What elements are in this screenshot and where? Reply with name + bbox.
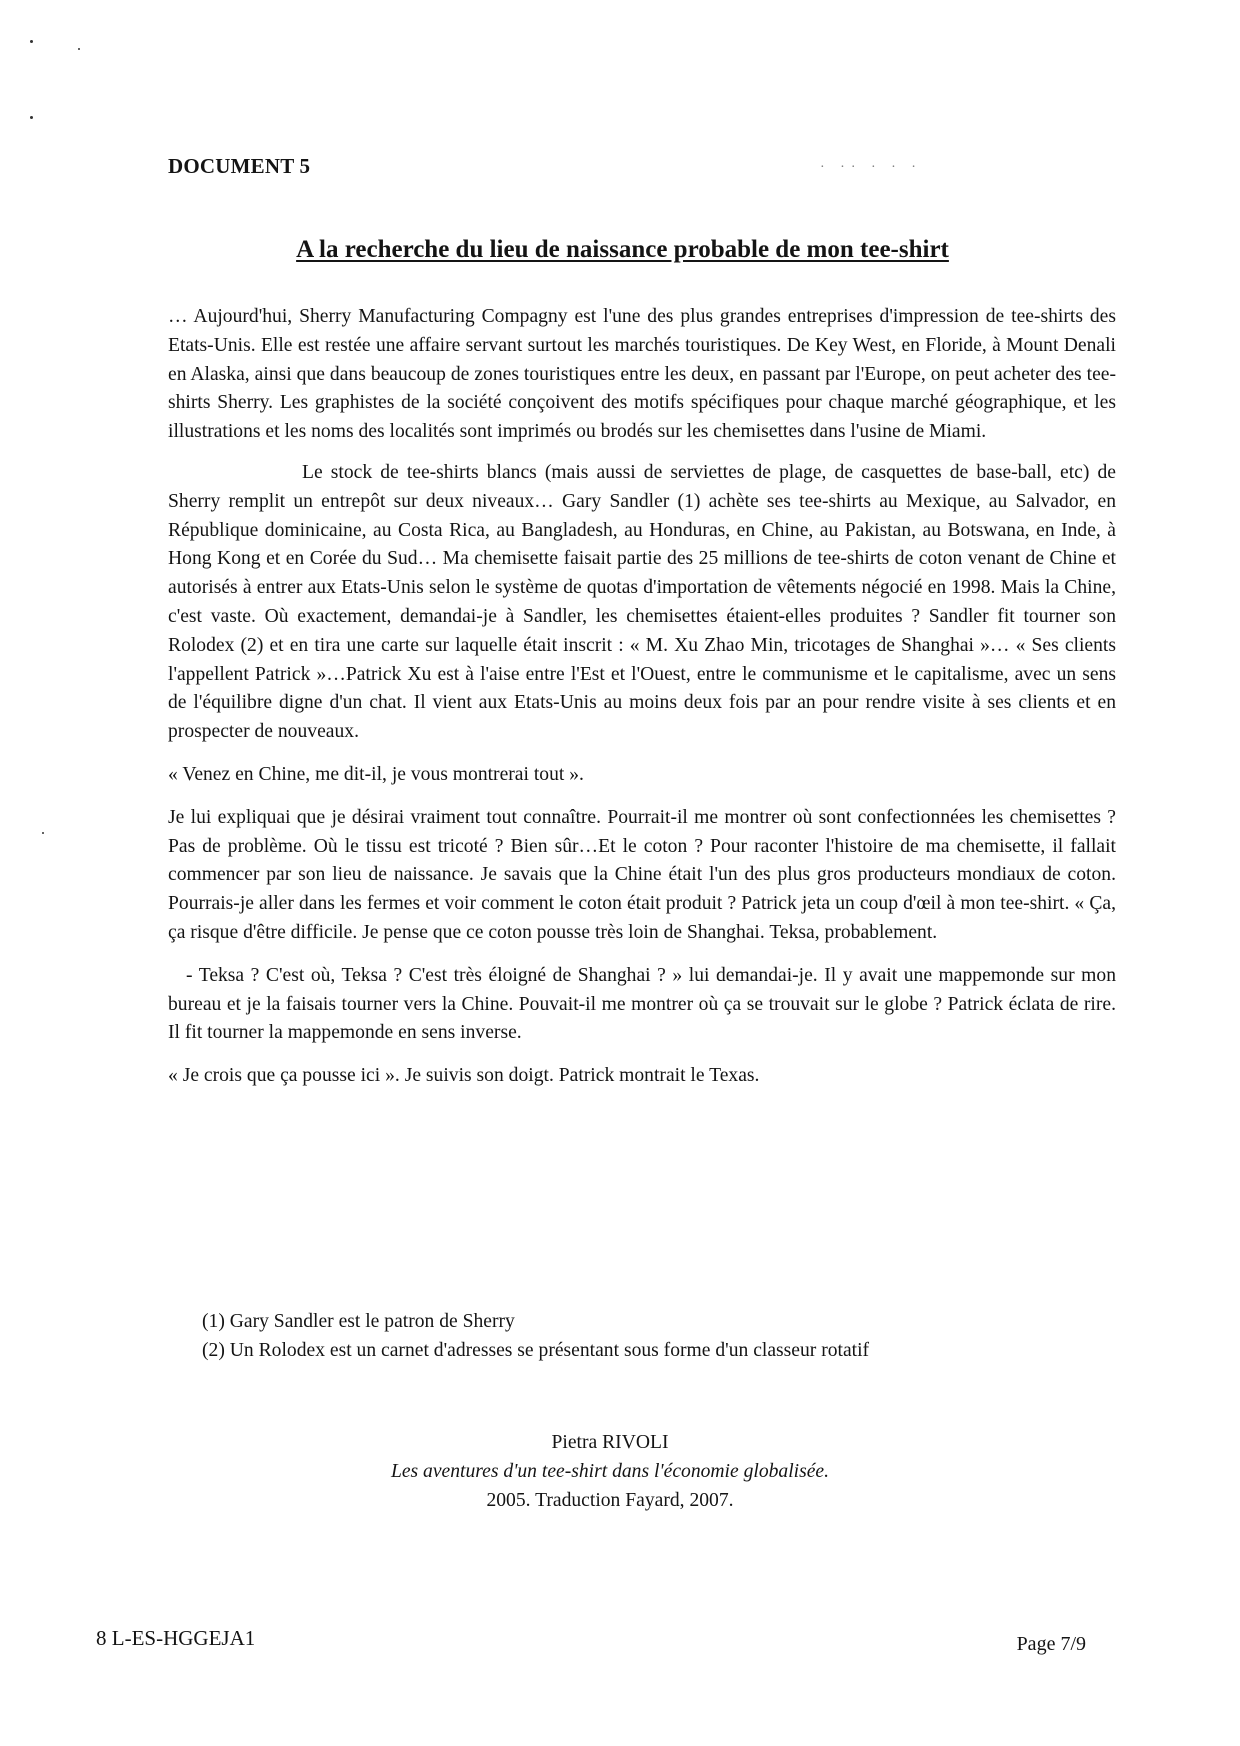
document-body	[168, 303, 1116, 1091]
source-credit	[300, 1428, 920, 1515]
document-title: A la recherche du lieu de naissance probable de mon tee-shirt	[296, 236, 949, 263]
paragraph-5: - Teksa ? C'est où, Teksa ? C'est très éloigné de Shanghai ? » lui demandai-je. Il y avait une mappemonde sur mon bureau et je la faisais tourner vers la Chine. Pouvait-il me montrer où ça se trouvait sur le globe ? Patrick éclata de rire. Il fit tourner la mappemonde en sens inverse.	[168, 964, 1116, 1044]
paragraph-1: … Aujourd'hui, Sherry Manufacturing Compagny est l'une des plus grandes entreprises d'impression de tee-shirts des Etats-Unis. Elle est restée une affaire servant surtout les marchés touristiques. De Key West, en Floride, à Mount Denali en Alaska, ainsi que dans beaucoup de zones touristiques entre les deux, en passant par l'Europe, on peut acheter des tee-shirts Sherry. Les graphistes de la société conçoivent des motifs spécifiques pour chaque marché géographique, et les illustrations et les noms des localités sont imprimés ou brodés sur les chemisettes dans l'usine de Miami.	[168, 306, 1116, 443]
footer-page-number: Page 7/9	[1016, 1633, 1086, 1655]
document-label: DOCUMENT 5	[168, 154, 311, 178]
scan-speck	[30, 116, 33, 119]
scan-speck	[42, 832, 44, 834]
paragraph-3: « Venez en Chine, me dit-il, je vous montrerai tout ».	[168, 763, 584, 785]
credit-edition: 2005. Traduction Fayard, 2007.	[486, 1490, 734, 1511]
credit-author: Pietra RIVOLI	[551, 1432, 669, 1453]
footnote-1: (1) Gary Sandler est le patron de Sherry	[202, 1311, 515, 1332]
paragraph-2: Le stock de tee-shirts blancs (mais aussi de serviettes de plage, de casquettes de base-ball, etc) de Sherry remplit un entrepôt sur deux niveaux… Gary Sandler (1) achète ses tee-shirts au Mexique, au Salvador, en République dominicaine, au Costa Rica, au Bangladesh, au Honduras, en Chine, au Pakistan, au Botswana, en Inde, à Hong Kong et en Corée du Sud… Ma chemisette faisait partie des 25 millions de tee-shirts de coton venant de Chine et autorisés à entrer aux Etats-Unis selon le système de quotas d'importation de vêtements négocié en 1998. Mais la Chine, c'est vaste. Où exactement, demandai-je à Sandler, les chemisettes étaient-elles produites ? Sandler fit tourner son Rolodex (2) et en tira une carte sur laquelle était inscrit : « M. Xu Zhao Min, tricotages de Shanghai »… « Ses clients l'appellent Patrick »…Patrick Xu est à l'aise entre l'Est et l'Ouest, entre le communisme et le capitalisme, avec un sens de l'équilibre digne d'un chat. Il vient aux Etats-Unis au moins deux fois par an pour rendre visite à ses clients et en prospecter de nouveaux.	[168, 461, 1116, 743]
footnotes	[202, 1307, 1102, 1365]
footnote-2: (2) Un Rolodex est un carnet d'adresses se présentant sous forme d'un classeur rotatif	[202, 1340, 870, 1361]
credit-book: Les aventures d'un tee-shirt dans l'économie globalisée.	[390, 1461, 830, 1482]
paragraph-4: Je lui expliquai que je désirai vraiment tout connaître. Pourrait-il me montrer où sont confectionnées les chemisettes ? Pas de problème. Où le tissu est tricoté ? Bien sûr…Et le coton ? Pour raconter l'histoire de ma chemisette, il fallait commencer par son lieu de naissance. Je savais que la Chine était l'un des plus gros producteurs mondiaux de coton. Pourrais-je aller dans les fermes et voir comment le coton était produit ? Patrick jeta un coup d'œil à mon tee-shirt. « Ça, ça risque d'être difficile. Je pense que ce coton pousse très loin de Shanghai. Teksa, probablement.	[168, 806, 1116, 943]
footer-exam-code: 8 L-ES-HGGEJA1	[96, 1626, 256, 1650]
scan-speck	[30, 40, 33, 43]
scan-noise: · ·· · · ·	[820, 160, 922, 175]
scan-speck	[78, 48, 80, 50]
paragraph-6: « Je crois que ça pousse ici ». Je suivis son doigt. Patrick montrait le Texas.	[168, 1065, 760, 1087]
